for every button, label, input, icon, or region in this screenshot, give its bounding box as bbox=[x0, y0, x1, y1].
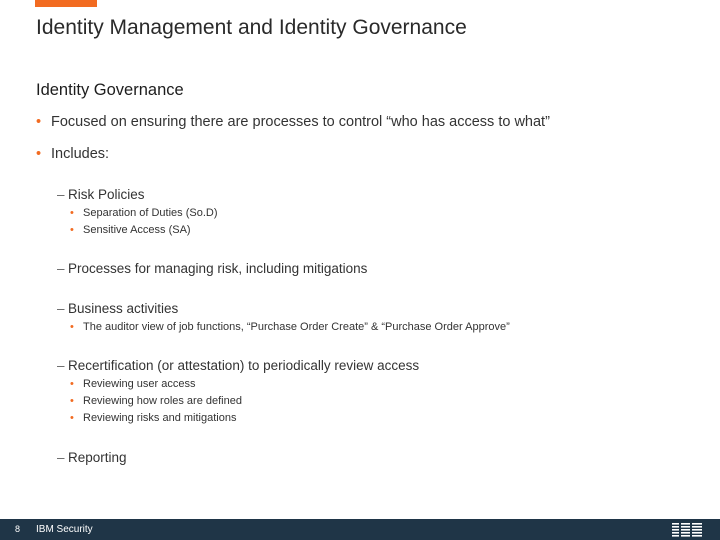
accent-bar bbox=[35, 0, 97, 7]
subitem-text: Processes for managing risk, including mitigations bbox=[68, 261, 368, 276]
subsubitem-text: Reviewing risks and mitigations bbox=[83, 412, 237, 424]
subsubitem-text: Separation of Duties (So.D) bbox=[83, 207, 218, 219]
bullet-marker: • bbox=[70, 395, 74, 407]
bullet-marker: • bbox=[70, 321, 74, 333]
bullet-text: Includes: bbox=[51, 146, 110, 162]
bullet-marker: • bbox=[70, 412, 74, 424]
subsubitem-text: The auditor view of job functions, “Purchase Order Create” & “Purchase Order Approve” bbox=[83, 321, 510, 333]
bullet-marker: • bbox=[70, 378, 74, 390]
subsubitem-text: Reviewing how roles are defined bbox=[83, 395, 242, 407]
bullet-marker: • bbox=[70, 207, 74, 219]
subitem-text: Business activities bbox=[68, 301, 179, 316]
dash-marker: – bbox=[57, 187, 65, 202]
subsubitem-text: Sensitive Access (SA) bbox=[83, 224, 191, 236]
bullet-focus bbox=[36, 114, 550, 130]
subsubitem-auditor bbox=[70, 321, 510, 333]
dash-marker: – bbox=[57, 450, 65, 465]
subitem-processes bbox=[57, 261, 367, 276]
subitem-risk-policies bbox=[57, 187, 145, 202]
dash-marker: – bbox=[57, 358, 65, 373]
subsubitem-review-roles bbox=[70, 395, 242, 407]
subsubitem-sa bbox=[70, 224, 191, 236]
subitem-reporting bbox=[57, 450, 127, 465]
subitem-text: Recertification (or attestation) to periodically review access bbox=[68, 358, 420, 373]
subitem-recertification bbox=[57, 358, 419, 373]
slide-title: Identity Management and Identity Governance bbox=[36, 16, 467, 39]
subsubitem-text: Reviewing user access bbox=[83, 378, 196, 390]
section-heading: Identity Governance bbox=[36, 81, 184, 99]
subsubitem-sod bbox=[70, 207, 218, 219]
bullet-marker: • bbox=[36, 114, 42, 130]
dash-marker: – bbox=[57, 261, 65, 276]
footer-brand: IBM Security bbox=[36, 524, 93, 535]
bullet-marker: • bbox=[70, 224, 74, 236]
subsubitem-review-user bbox=[70, 378, 196, 390]
subitem-business-activities bbox=[57, 301, 178, 316]
bullet-text: Focused on ensuring there are processes to control “who has access to what” bbox=[51, 114, 550, 130]
bullet-includes bbox=[36, 146, 109, 162]
page-number: 8 bbox=[15, 524, 21, 534]
footer-bar bbox=[0, 519, 720, 540]
dash-marker: – bbox=[57, 301, 65, 316]
ibm-logo-icon bbox=[672, 522, 702, 537]
subsubitem-review-risks bbox=[70, 412, 236, 424]
bullet-marker: • bbox=[36, 146, 42, 162]
subitem-text: Reporting bbox=[68, 450, 127, 465]
subitem-text: Risk Policies bbox=[68, 187, 145, 202]
